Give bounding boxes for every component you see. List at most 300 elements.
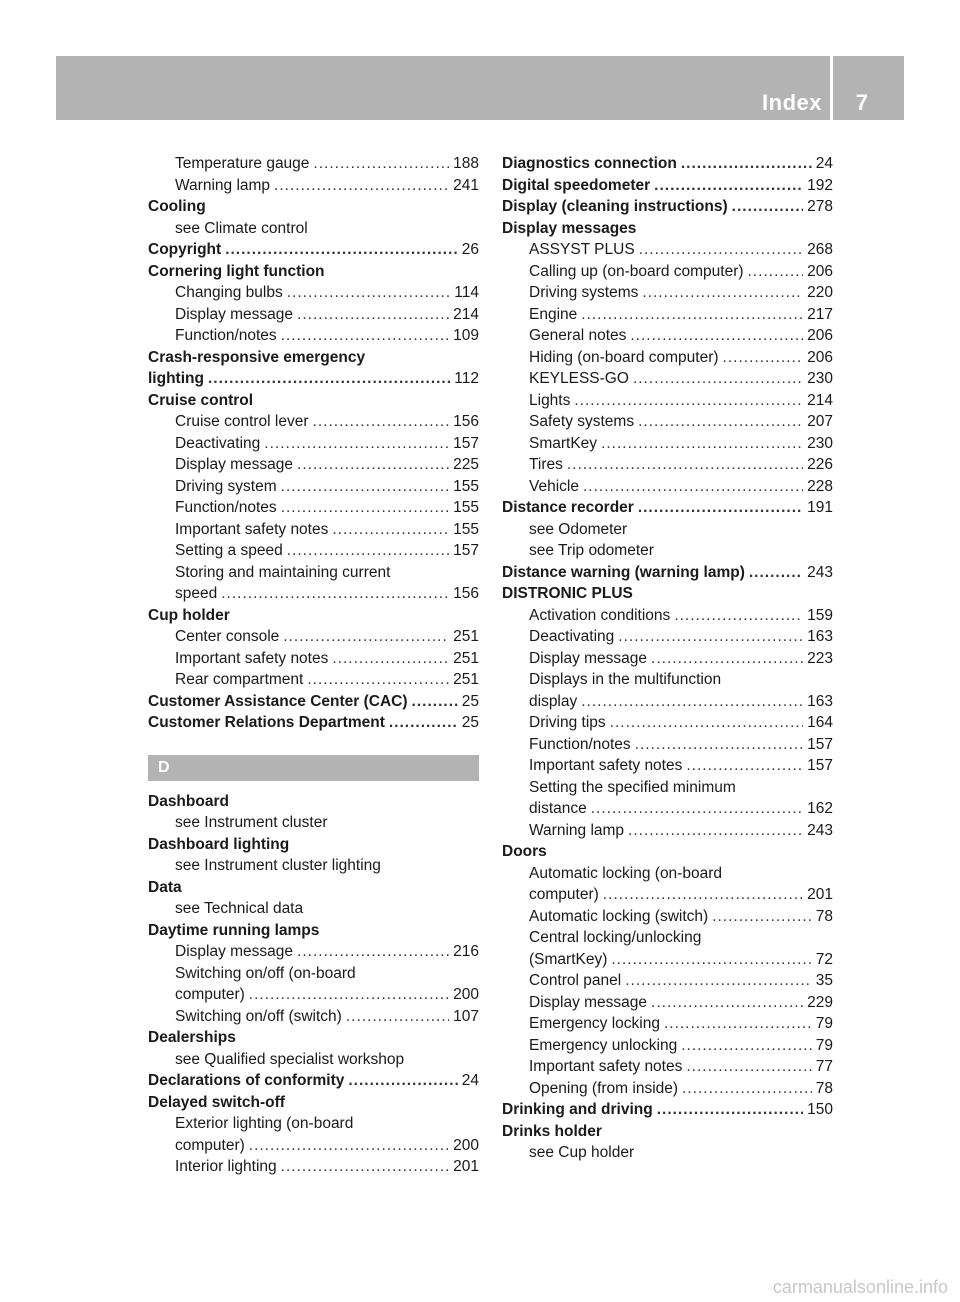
dot-leader (651, 992, 803, 1014)
index-term (148, 1092, 479, 1114)
entry-label: Cooling (148, 198, 206, 215)
index-term (148, 691, 479, 713)
index-subentry (502, 1142, 833, 1164)
page-reference: 220 (807, 284, 833, 301)
index-subentry (502, 906, 833, 928)
page-reference: 157 (453, 542, 479, 559)
entry-label: Vehicle (529, 477, 579, 495)
index-subentry (502, 863, 833, 885)
dot-leader (712, 906, 812, 928)
page-reference: 225 (453, 456, 479, 473)
dot-leader (313, 153, 449, 175)
watermark: carmanualsonline.info (772, 1277, 948, 1297)
index-subentry (148, 1135, 479, 1157)
index-term (148, 196, 479, 218)
page-reference: 251 (453, 628, 479, 645)
entry-label: Display message (175, 456, 294, 473)
entry-label: Cruise control (148, 391, 254, 409)
dot-leader (601, 433, 803, 455)
section-header-d: D (148, 755, 479, 781)
entry-label: KEYLESS-GO (529, 370, 629, 387)
index-term (148, 877, 479, 899)
page-reference: 228 (807, 477, 833, 495)
dot-leader (749, 562, 803, 584)
index-subentry (502, 476, 833, 498)
page-reference: 230 (807, 370, 833, 387)
entry-label: Warning lamp (175, 176, 271, 194)
index-term (148, 605, 479, 627)
dot-leader (611, 949, 811, 971)
entry-label: Dashboard lighting (148, 835, 290, 853)
entry-label: Display message (175, 305, 294, 323)
entry-label: speed (175, 585, 218, 602)
page-reference: 25 (461, 714, 479, 731)
index-subentry (502, 325, 833, 347)
entry-label: Diagnostics connection (502, 155, 677, 172)
index-subentry (502, 820, 833, 842)
index-subentry (502, 239, 833, 261)
index-subentry (148, 304, 479, 326)
index-term (502, 175, 833, 197)
entry-label: Cup holder (148, 606, 230, 624)
index-subentry (148, 282, 479, 304)
entry-label: computer) (175, 1136, 245, 1154)
dot-leader (603, 884, 803, 906)
index-term (502, 196, 833, 218)
entry-label: Important safety notes (175, 520, 329, 538)
entry-label: Important safety notes (529, 1058, 683, 1075)
dot-leader (346, 1006, 449, 1028)
page-reference: 78 (815, 907, 833, 925)
page-reference: 78 (815, 1079, 833, 1097)
index-subentry (148, 898, 479, 920)
page-reference: 268 (807, 241, 833, 258)
index-term (148, 834, 479, 856)
dot-leader (686, 1056, 811, 1078)
entry-label: SmartKey (529, 434, 598, 452)
index-subentry (502, 798, 833, 820)
dot-leader (642, 282, 803, 304)
dot-leader (307, 669, 449, 691)
entry-label: Engine (529, 305, 578, 323)
entry-label: Temperature gauge (175, 155, 310, 172)
page-reference: 243 (807, 821, 833, 839)
entry-label: (SmartKey) (529, 950, 608, 968)
entry-label: Customer Relations Department (148, 714, 385, 731)
entry-label: computer) (175, 986, 245, 1003)
dot-leader (574, 390, 803, 412)
entry-label: Declarations of conformity (148, 1072, 345, 1089)
index-subentry (502, 261, 833, 283)
index-subentry (148, 476, 479, 498)
entry-label: Digital speedometer (502, 176, 651, 194)
page-reference: 229 (807, 993, 833, 1011)
entry-label: Calling up (on-board computer) (529, 262, 744, 280)
index-term (502, 153, 833, 175)
entry-label: Hiding (on-board computer) (529, 348, 719, 366)
entry-label: Display (cleaning instructions) (502, 198, 728, 215)
page-reference: 26 (461, 241, 479, 258)
index-subentry (502, 433, 833, 455)
page-reference: 230 (807, 434, 833, 452)
page-reference: 188 (453, 155, 479, 172)
index-subentry (148, 648, 479, 670)
index-subentry (148, 669, 479, 691)
page-reference: 35 (815, 972, 833, 989)
entry-label: see Instrument cluster lighting (175, 857, 381, 874)
dot-leader (610, 712, 803, 734)
entry-label: see Technical data (175, 900, 304, 917)
entry-label: Driving systems (529, 284, 639, 301)
dot-leader (682, 1078, 812, 1100)
index-subentry (502, 992, 833, 1014)
entry-label: ASSYST PLUS (529, 241, 635, 258)
entry-label: Changing bulbs (175, 284, 283, 301)
page-reference: 107 (453, 1007, 479, 1025)
index-term (148, 1070, 479, 1092)
page-reference: 217 (807, 305, 833, 323)
index-subentry (148, 519, 479, 541)
page-reference: 109 (453, 327, 479, 344)
entry-label: computer) (529, 886, 599, 903)
page-reference: 164 (807, 714, 833, 731)
dot-leader (332, 519, 449, 541)
entry-label: display (529, 692, 578, 710)
entry-label: Important safety notes (175, 649, 329, 667)
dot-leader (748, 261, 804, 283)
index-subentry (502, 304, 833, 326)
page-reference: 25 (461, 692, 479, 710)
index-subentry (148, 941, 479, 963)
page-reference: 112 (454, 370, 479, 387)
entry-label: Storing and maintaining current (175, 563, 391, 581)
page-reference: 155 (453, 520, 479, 538)
page-reference: 206 (807, 327, 833, 344)
index-subentry (502, 1013, 833, 1035)
index-subentry (148, 540, 479, 562)
page-reference: 155 (453, 477, 479, 495)
dot-leader (581, 304, 803, 326)
dot-leader (681, 153, 812, 175)
page-reference: 72 (815, 950, 833, 968)
dot-leader (638, 411, 803, 433)
index-subentry (148, 1113, 479, 1135)
page-reference: 214 (807, 391, 833, 409)
index-subentry (502, 1056, 833, 1078)
dot-leader (283, 626, 449, 648)
entry-label: lighting (148, 370, 204, 387)
dot-leader (274, 175, 449, 197)
index-subentry (502, 605, 833, 627)
entry-label: General notes (529, 327, 627, 344)
index-subentry (502, 411, 833, 433)
dot-leader (297, 304, 449, 326)
dot-leader (297, 941, 449, 963)
entry-label: Display messages (502, 219, 637, 237)
dot-leader (654, 175, 803, 197)
dot-leader (225, 239, 458, 261)
page-reference: 156 (453, 413, 479, 430)
dot-leader (567, 454, 803, 476)
entry-label: DISTRONIC PLUS (502, 585, 633, 602)
entry-label: Cornering light function (148, 262, 325, 280)
index-term (148, 920, 479, 942)
index-subentry (502, 777, 833, 799)
page-reference: 241 (453, 176, 479, 194)
entry-label: Function/notes (175, 327, 277, 344)
index-subentry (502, 691, 833, 713)
index-term (148, 261, 479, 283)
index-subentry (502, 669, 833, 691)
dot-leader (628, 820, 803, 842)
entry-label: Data (148, 878, 182, 896)
dot-leader (591, 798, 803, 820)
entry-label: Deactivating (175, 434, 261, 452)
index-term (148, 368, 479, 390)
index-subentry (148, 626, 479, 648)
entry-label: Setting a speed (175, 542, 283, 559)
entry-label: Distance warning (warning lamp) (502, 563, 745, 581)
index-subentry (148, 812, 479, 834)
entry-label: Setting the specified minimum (529, 778, 736, 796)
dot-leader (208, 368, 450, 390)
entry-label: Control panel (529, 972, 622, 989)
index-subentry (148, 855, 479, 877)
dot-leader (657, 1099, 803, 1121)
page-reference: 226 (807, 456, 833, 473)
index-subentry (148, 984, 479, 1006)
dot-leader (581, 691, 803, 713)
index-subentry (502, 734, 833, 756)
dot-leader (686, 755, 803, 777)
entry-label: Driving tips (529, 714, 606, 731)
index-subentry (502, 626, 833, 648)
index-subentry (148, 1006, 479, 1028)
page-reference: 206 (807, 262, 833, 280)
header-separator (830, 56, 833, 120)
page-reference: 192 (807, 176, 833, 194)
entry-label: Dashboard (148, 792, 229, 810)
index-subentry (502, 970, 833, 992)
page-reference: 243 (807, 563, 833, 581)
index-term (502, 562, 833, 584)
dot-leader (633, 368, 803, 390)
entry-label: Copyright (148, 241, 222, 258)
page-reference: 278 (807, 198, 833, 215)
index-list-d (148, 791, 479, 1178)
entry-label: Automatic locking (switch) (529, 907, 709, 925)
index-subentry (148, 411, 479, 433)
index-term (502, 841, 833, 863)
dot-leader (249, 984, 449, 1006)
page-reference: 163 (807, 692, 833, 710)
index-term (148, 239, 479, 261)
index-subentry (148, 963, 479, 985)
entry-label: Display message (175, 943, 294, 960)
entry-label: Distance recorder (502, 499, 634, 516)
dot-leader (281, 1156, 449, 1178)
index-subentry (148, 497, 479, 519)
index-list-c (148, 153, 479, 734)
dot-leader (674, 605, 803, 627)
entry-label: Safety systems (529, 413, 635, 430)
dot-leader (389, 712, 458, 734)
dot-leader (249, 1135, 449, 1157)
index-term (502, 1121, 833, 1143)
dot-leader (681, 1035, 812, 1057)
index-term (502, 497, 833, 519)
dot-leader (264, 433, 449, 455)
index-subentry (502, 390, 833, 412)
index-subentry (502, 540, 833, 562)
page-reference: 200 (453, 986, 479, 1003)
page-reference: 79 (815, 1036, 833, 1054)
page-reference: 150 (807, 1101, 833, 1118)
entry-label: Function/notes (175, 499, 277, 516)
index-subentry (148, 1156, 479, 1178)
entry-label: Displays in the multifunction (529, 671, 722, 688)
dot-leader (287, 282, 451, 304)
index-term (148, 712, 479, 734)
dot-leader (635, 734, 803, 756)
index-subentry (502, 755, 833, 777)
index-term (502, 1099, 833, 1121)
entry-label: Exterior lighting (on-board (175, 1115, 354, 1132)
dot-leader (639, 239, 803, 261)
index-subentry (148, 433, 479, 455)
entry-label: Drinking and driving (502, 1101, 653, 1118)
index-term (502, 583, 833, 605)
dot-leader (651, 648, 803, 670)
page-reference: 201 (807, 886, 833, 903)
entry-label: Warning lamp (529, 821, 625, 839)
page-reference: 207 (807, 413, 833, 430)
entry-label: Crash-responsive emergency (148, 348, 366, 366)
page-reference: 251 (453, 671, 479, 688)
index-subentry (502, 282, 833, 304)
entry-label: Opening (from inside) (529, 1079, 679, 1097)
entry-label: see Cup holder (529, 1144, 635, 1161)
entry-label: see Trip odometer (529, 542, 654, 559)
dot-leader (287, 540, 449, 562)
index-list-d-continued (502, 153, 833, 1164)
entry-label: distance (529, 800, 587, 817)
entry-label: Switching on/off (on-board (175, 964, 356, 982)
page-reference: 157 (453, 434, 479, 452)
entry-label: Automatic locking (on-board (529, 864, 722, 882)
page-reference: 24 (461, 1072, 479, 1089)
entry-label: see Odometer (529, 520, 628, 538)
page-reference: 201 (453, 1158, 479, 1175)
index-subentry (148, 583, 479, 605)
dot-leader (583, 476, 803, 498)
entry-label: Central locking/unlocking (529, 929, 702, 946)
dot-leader (348, 1070, 457, 1092)
entry-label: Driving system (175, 477, 277, 495)
index-subentry (148, 1049, 479, 1071)
entry-label: Doors (502, 843, 547, 860)
entry-label: Emergency locking (529, 1015, 660, 1032)
entry-label: Rear compartment (175, 671, 304, 688)
dot-leader (732, 196, 803, 218)
entry-label: Cruise control lever (175, 413, 309, 430)
dot-leader (412, 691, 458, 713)
dot-leader (281, 476, 449, 498)
index-subentry (148, 325, 479, 347)
dot-leader (221, 583, 449, 605)
page-reference: 79 (815, 1015, 833, 1032)
entry-label: Important safety notes (529, 757, 683, 774)
dot-leader (281, 325, 449, 347)
entry-label: Activation conditions (529, 606, 671, 624)
page-reference: 251 (453, 649, 479, 667)
index-subentry (502, 949, 833, 971)
dot-leader (664, 1013, 812, 1035)
index-subentry (148, 454, 479, 476)
dot-leader (638, 497, 803, 519)
dot-leader (630, 325, 803, 347)
index-subentry (502, 454, 833, 476)
index-column-right (502, 153, 833, 1164)
entry-label: Display message (529, 993, 648, 1011)
entry-label: Dealerships (148, 1029, 236, 1046)
entry-label: see Instrument cluster (175, 814, 328, 831)
page-reference: 163 (807, 628, 833, 645)
page-reference: 157 (807, 757, 833, 774)
page-header (56, 56, 904, 120)
index-subentry (502, 368, 833, 390)
entry-label: see Qualified specialist workshop (175, 1050, 405, 1068)
index-subentry (502, 712, 833, 734)
page-reference: 200 (453, 1136, 479, 1154)
index-subentry (502, 519, 833, 541)
index-column-left (148, 153, 479, 1178)
entry-label: Center console (175, 628, 280, 645)
index-subentry (148, 218, 479, 240)
dot-leader (281, 497, 449, 519)
index-subentry (502, 1035, 833, 1057)
index-subentry (502, 884, 833, 906)
dot-leader (332, 648, 449, 670)
index-subentry (502, 648, 833, 670)
index-subentry (502, 347, 833, 369)
entry-label: Interior lighting (175, 1158, 277, 1175)
dot-leader (313, 411, 450, 433)
page-reference: 155 (453, 499, 479, 516)
entry-label: Daytime running lamps (148, 921, 320, 939)
page-reference: 156 (453, 585, 479, 602)
page-reference: 223 (807, 649, 833, 667)
entry-label: Emergency unlocking (529, 1036, 678, 1054)
index-term (502, 218, 833, 240)
dot-leader (723, 347, 804, 369)
index-subentry (148, 175, 479, 197)
page-reference: 24 (815, 155, 833, 172)
entry-label: Function/notes (529, 735, 631, 753)
entry-label: Delayed switch-off (148, 1093, 285, 1111)
dot-leader (297, 454, 449, 476)
page-number: 7 (855, 90, 868, 115)
entry-label: Switching on/off (switch) (175, 1007, 342, 1025)
page-reference: 206 (807, 348, 833, 366)
index-subentry (502, 1078, 833, 1100)
dot-leader (618, 626, 803, 648)
index-term (148, 347, 479, 369)
index-subentry (502, 927, 833, 949)
index-term (148, 1027, 479, 1049)
page-reference: 159 (807, 606, 833, 624)
page-reference: 214 (453, 305, 479, 323)
